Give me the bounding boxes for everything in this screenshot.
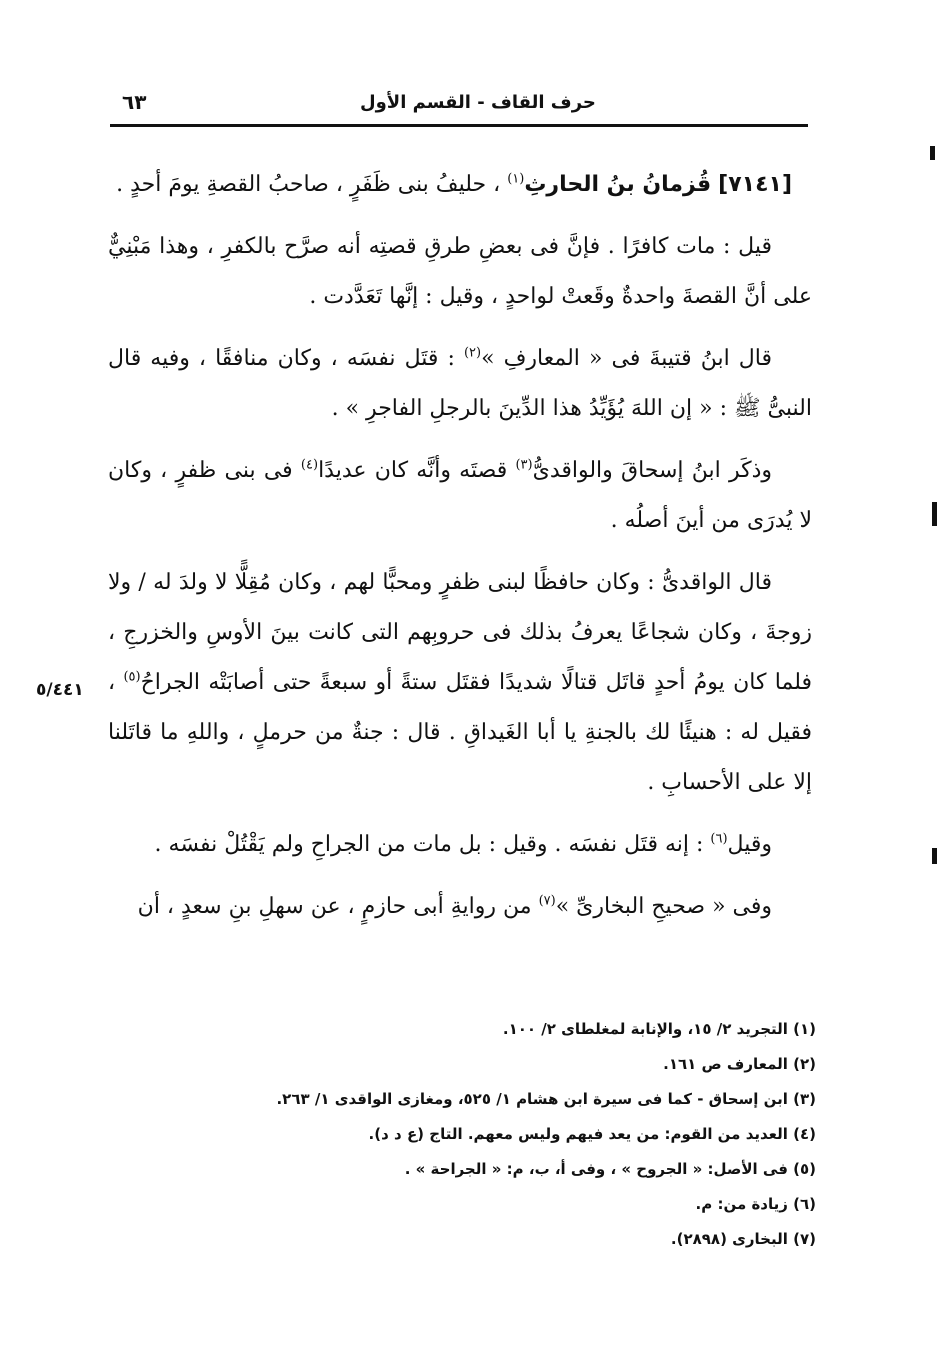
paragraph-text: وذكَر ابنُ إسحاقَ والواقدىُّ xyxy=(532,458,773,483)
main-text xyxy=(108,160,812,944)
paragraph-text: : إنه قتَل نفسَه . وقيل : بل مات من الجراحِ ولم يَقْتُلْ نفسَه . xyxy=(154,832,704,857)
page-header xyxy=(110,88,808,127)
paragraph-text: قيل : مات كافرًا . فإنَّ فى بعضِ طرقِ قصتِه أنه صرَّح بالكفرِ ، وهذا مَبْنِيٌّ على أنَّ القصةَ واحدةٌ وقَعتْ لواحدٍ ، وقيل : إنَّها تَعَدَّدت . xyxy=(108,234,812,309)
footnotes xyxy=(190,1012,816,1257)
paragraph xyxy=(108,558,812,808)
footnote-ref: (٣) xyxy=(515,457,533,473)
footnote: (٤) العديد من القوم: من يعد فيهم وليس معهم. التاج (ع د د). xyxy=(368,1125,816,1143)
footnote-ref: (٤) xyxy=(300,457,319,473)
paragraph-text: وقيل xyxy=(727,832,772,857)
running-title: حرف القاف - القسم الأول xyxy=(360,92,596,113)
paragraph-text: ، فقيل له : هنيئًا لك بالجنةِ يا أبا الغَيداقِ . قال : جنةٌ من حرملٍ ، واللهِ ما قاتَلنا إلا على الأحسابِ . xyxy=(108,670,812,795)
paragraph xyxy=(108,882,812,932)
footnote: (٢) المعارف ص ١٦١. xyxy=(663,1055,816,1073)
footnote: (٥) فى الأصل: « الجروح » ، وفى أ، ب، م: « الجراحة » . xyxy=(404,1160,816,1178)
scan-edge-mark xyxy=(930,146,935,160)
entry-heading-paragraph xyxy=(108,160,812,210)
footnote: (٣) ابن إسحاق - كما فى سيرة ابن هشام ١/ ٥٢٥، ومغازى الواقدى ١/ ٢٦٣. xyxy=(276,1090,816,1108)
paragraph-text: قصتَه وأنَّه كان عديدًا xyxy=(318,458,508,483)
entry-text: ، حليفُ بنى ظَفَرٍ ، صاحبُ القصةِ يومَ أحدٍ . xyxy=(116,172,501,197)
paragraph xyxy=(108,446,812,546)
paragraph xyxy=(108,222,812,322)
paragraph-text: فى بنى ظفرٍ ، وكان لا يُدرَى من أينَ أصلُه . xyxy=(108,458,812,533)
paragraph-text: وفى « صحيحِ البخارىِّ » xyxy=(555,894,772,919)
footnote: (٧) البخارى (٢٨٩٨). xyxy=(670,1230,816,1248)
footnote-ref: (٦) xyxy=(710,831,728,847)
footnote-ref: (٥) xyxy=(123,669,141,685)
footnote-ref: (٧) xyxy=(538,893,556,909)
footnote-ref: (١) xyxy=(507,171,525,187)
margin-page-reference: ٥/٤٤١ xyxy=(36,680,84,700)
paragraph-text: من روايةِ أبى حازمٍ ، عن سهلِ بنِ سعدٍ ، أن xyxy=(137,894,532,919)
footnote-ref: (٢) xyxy=(463,345,482,361)
page-number: ٦٣ xyxy=(122,90,147,114)
footnote: (١) التجريد ٢/ ١٥، والإنابة لمغلطاى ٢/ ١٠٠. xyxy=(502,1020,816,1038)
paragraph-text: قال الواقدىُّ : وكان حافظًا لبنى ظفرٍ ومحبًّا لهم ، وكان مُقِلًّا لا ولدَ له / ولا زوجةَ ، وكان شجاعًا يعرفُ بذلك فى حروبِهم التى كانت بينَ الأوسِ والخزرجِ ، فلما كان يومُ أحدٍ قاتَل قتالًا شديدًا فقتَل ستةً أو سبعةً حتى أصابَتْه الجراحُ xyxy=(108,570,812,695)
paragraph-text: : قتَل نفسَه ، وكان منافقًا ، وفيه قال النبىُّ ﷺ : « إن اللهَ يُؤَيِّدُ هذا الدِّينَ بالرجلِ الفاجرِ » . xyxy=(108,346,812,421)
paragraph xyxy=(108,820,812,870)
entry-name: قُزمانُ بنُ الحارثِ xyxy=(524,172,712,197)
paragraph-text: قال ابنُ قتيبةَ فى « المعارفِ » xyxy=(481,346,772,371)
entry-number: [٧١٤١] xyxy=(718,172,792,197)
paragraph xyxy=(108,334,812,434)
footnote: (٦) زيادة من: م. xyxy=(695,1195,816,1213)
scan-edge-mark xyxy=(932,502,937,526)
scan-edge-mark xyxy=(932,848,937,864)
